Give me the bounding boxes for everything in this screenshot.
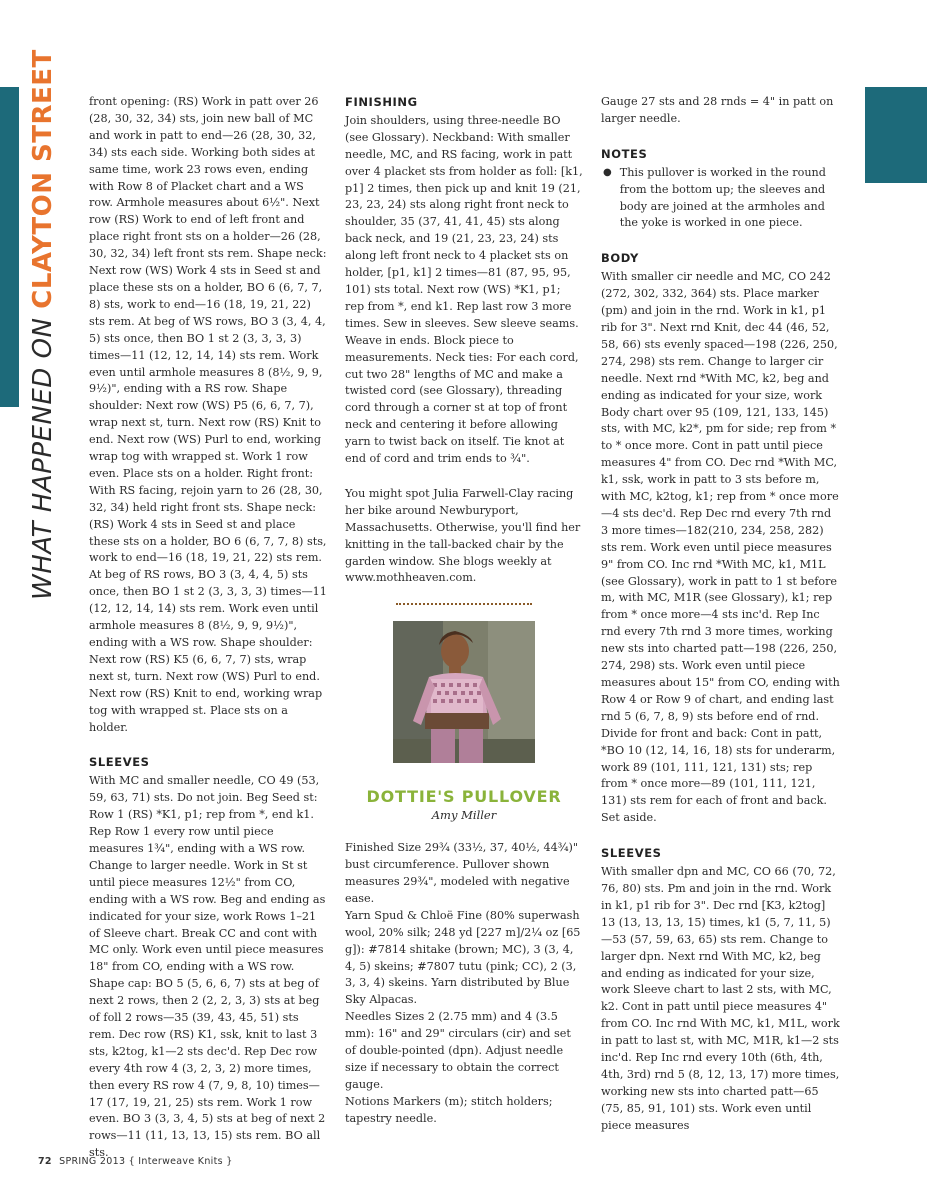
section-tab-right bbox=[865, 87, 927, 183]
page-footer bbox=[38, 1156, 233, 1167]
needles-paragraph: Needles Sizes 2 (2.75 mm) and 4 (3.5 mm): 16" and 29" circulars (cir) and set of double-pointed (dpn). Adjust needle size if necessary to obtain the correct gauge. bbox=[345, 1010, 571, 1091]
front-opening-paragraph: front opening: (RS) Work in patt over 26 (28, 30, 32, 34) sts, join new ball of MC and work in patt to end—26 (28, 30, 32, 34) sts each side. Working both sides at same time, work 23 rows even, ending with Row 8 of Placket chart and a WS row. Armhole measures about 6½". Next row (RS) Work to end of left front and place right front sts on a holder—26 (28, 30, 32, 34) left front sts rem. Shape neck: Next row (WS) Work 4 sts in Seed st and place these sts on a holder, BO 6 (6, 7, 7, 8) sts, work to end—16 (18, 19, 21, 22) sts rem. At beg of WS rows, BO 3 (3, 4, 4, 5) sts once, then BO 1 st 2 (3, 3, 3, 3) times—11 (12, 12, 14, 14) sts rem. Work even until armhole measures 8 (8½, 9, 9, 9½)", ending with a RS row. Shape shoulder: Next row (WS) P5 (6, 6, 7, 7), wrap next st, turn. Next row (RS) Knit to end. Next row (WS) Purl to end, working wrap tog with wrapped st. Work 1 row even. Place sts on a holder. Right front: With RS facing, rejoin yarn to 26 (28, 30, 32, 34) held right front sts. Shape neck: (RS) Work 4 sts in Seed st and place these sts on a holder, BO 6 (6, 7, 7, 8) sts, work to end—16 (18, 19, 21, 22) sts rem. At beg of RS rows, BO 3 (3, 4, 4, 5) sts once, then BO 1 st 2 (3, 3, 3, 3) times—11 (12, 12, 14, 14) sts rem. Work even until armhole measures 8 (8½, 9, 9, 9½)", ending with a WS row. Shape shoulder: Next row (RS) K5 (6, 6, 7, 7) sts, wrap next st, turn. Next row (WS) Purl to end. Next row (RS) Knit to end, working wrap tog with wrapped st. Place sts on a holder. bbox=[89, 95, 327, 734]
section-title-street: CLAYTON STREET bbox=[28, 49, 58, 309]
notions-paragraph: Notions Markers (m); stitch holders; tapestry needle. bbox=[345, 1094, 553, 1125]
note-item bbox=[601, 165, 840, 233]
column-2 bbox=[345, 94, 583, 1128]
finishing-heading: FINISHING bbox=[345, 95, 418, 109]
note-text: This pullover is worked in the round from the bottom up; the sleeves and body are joined at the armholes and the yoke is worked in one piece. bbox=[619, 165, 826, 230]
body-heading: BODY bbox=[601, 251, 639, 266]
designer-bio-paragraph: You might spot Julia Farwell-Clay racing her bike around Newburyport, Massachusetts. Otherwise, you'll find her knitting in the tall-backed chair by the garden window. She blogs weekly at www.mothheaven.com. bbox=[345, 486, 581, 585]
sleeves-paragraph-right: With smaller dpn and MC, CO 66 (70, 72, 76, 80) sts. Pm and join in the rnd. Work in k1, p1 rib for 3". Dec rnd [K3, k2tog] 13 (13, 13, 13, 15) times, k1 (5, 7, 11, 5)—53 (57, 59, 63, 65) sts rem. Change to larger dpn. Next rnd With MC, k2, beg and ending as indicated for your size, work Sleeve chart to last 2 sts, with MC, k2. Cont in patt until piece measures 4" from CO. Inc rnd With MC, k1, M1L, work in patt to last st, with MC, M1R, k1—2 sts inc'd. Rep Inc rnd every 10th (6th, 4th, 4th, 3rd) rnd 5 (8, 12, 13, 17) more times, working new sts into charted patt—65 (75, 85, 91, 101) sts. Work even until piece measures bbox=[601, 865, 840, 1132]
bullet-icon: ● bbox=[603, 166, 612, 178]
notes-heading: NOTES bbox=[601, 146, 648, 161]
sleeves-heading-left: SLEEVES bbox=[89, 755, 150, 770]
yarn-paragraph: Yarn Spud & Chloë Fine (80% superwash wool, 20% silk; 248 yd [227 m]/2¼ oz [65 g]): #7814 shitake (brown; MC), 3 (3, 4, 4, 5) skeins; #7807 tutu (pink; CC), 2 (3, 3, 3, 4) skeins. Yarn distributed by Blue Sky Alpacas. bbox=[345, 908, 581, 1007]
column-1 bbox=[89, 94, 327, 1162]
finishing-paragraph: Join shoulders, using three-needle BO (see Glossary). Neckband: With smaller needle, MC, and RS facing, work in patt over 4 placket sts from holder as foll: [k1, p1] 2 times, then pick up and knit 19 (21, 23, 23, 24) sts along right front neck to shoulder, 35 (37, 41, 41, 45) sts along back neck, and 19 (21, 23, 23, 24) sts along left front neck to 4 placket sts on holder, [p1, k1] 2 times—81 (87, 95, 95, 101) sts total. Next row (WS) *K1, p1; rep from *, end k1. Rep last row 3 more times. Sew in sleeves. Sew sleeve seams. Weave in ends. Block piece to measurements. Neck ties: For each cord, cut two 28" lengths of MC and make a twisted cord (see Glossary), threading cord through a corner st at top of front neck and centering it before allowing yarn to twist back on itself. Tie knot at end of cord and trim ends to ¾". bbox=[345, 113, 583, 466]
issue-label: SPRING 2013 bbox=[59, 1156, 126, 1167]
body-paragraph: With smaller cir needle and MC, CO 242 (272, 302, 332, 364) sts. Place marker (pm) and join in the rnd. Work in k1, p1 rib for 3". Next rnd Knit, dec 44 (46, 52, 58, 66) sts evenly spaced—198 (226, 250, 274, 298) sts rem. Change to larger cir needle. Next rnd *With MC, k2, beg and ending as indicated for your size, work Body chart over 95 (109, 121, 133, 145) sts, with MC, k2*, pm for side; rep from * to * once more. Cont in patt until piece measures 4" from CO. Dec rnd *With MC, k1, ssk, work in patt to 3 sts before m, with MC, k2tog, k1; rep from * once more—4 sts dec'd. Rep Dec rnd every 7th rnd 3 more times—182(210, 234, 258, 282) sts rem. Work even until piece measures 9" from CO. Inc rnd *With MC, k1, M1L (see Glossary), work in patt to 1 st before m, with MC, M1R (see Glossary), k1; rep from * once more—4 sts inc'd. Rep Inc rnd every 7th rnd 3 more times, working new sts into charted patt—198 (226, 250, 274, 298) sts. Work even until piece measures about 15" from CO, ending with Row 4 or Row 9 of chart, and ending last rnd 5 (6, 7, 8, 9) sts before end of rnd. Divide for front and back: Cont in patt, *BO 10 (12, 14, 16, 18) sts for underarm, work 89 (101, 111, 121, 131) sts; rep from * once more—89 (101, 111, 121, 131) sts rem for each of front and back. Set aside. bbox=[601, 270, 840, 825]
pullover-photo bbox=[393, 621, 535, 763]
section-tab-left bbox=[0, 87, 19, 407]
finished-size-paragraph: Finished Size 29¾ (33½, 37, 40½, 44¾)" bust circumference. Pullover shown measures 29¾", modeled with negative ease. bbox=[345, 841, 579, 905]
magazine-label: { Interweave Knits } bbox=[128, 1156, 233, 1167]
pattern-title: DOTTIE'S PULLOVER bbox=[366, 787, 562, 807]
section-title-vertical bbox=[28, 49, 58, 600]
page-number: 72 bbox=[38, 1156, 52, 1167]
designer-name: Amy Miller bbox=[431, 808, 497, 823]
dotted-divider bbox=[396, 603, 532, 605]
section-title-prefix: WHAT HAPPENED ON bbox=[28, 317, 58, 600]
gauge-paragraph: Gauge 27 sts and 28 rnds = 4" in patt on larger needle. bbox=[601, 95, 834, 125]
sleeves-paragraph-left: With MC and smaller needle, CO 49 (53, 59, 63, 71) sts. Do not join. Beg Seed st: Row 1 (RS) *K1, p1; rep from *, end k1. Rep Row 1 every row until piece measures 1¾", ending with a WS row. Change to larger needle. Work in St st until piece measures 12½" from CO, ending with a WS row. Beg and ending as indicated for your size, work Rows 1–21 of Sleeve chart. Break CC and cont with MC only. Work even until piece measures 18" from CO, ending with a WS row. Shape cap: BO 5 (5, 6, 6, 7) sts at beg of next 2 rows, then 2 (2, 2, 3, 3) sts at beg of foll 2 rows—35 (39, 43, 45, 51) sts rem. Dec row (RS) K1, ssk, knit to last 3 sts, k2tog, k1—2 sts dec'd. Rep Dec row every 4th row 4 (3, 2, 3, 2) more times, then every RS row 4 (7, 9, 8, 10) times—17 (17, 19, 21, 25) sts rem. Work 1 row even. BO 3 (3, 3, 4, 5) sts at beg of next 2 rows—11 (11, 13, 13, 15) sts rem. BO all sts. bbox=[89, 774, 326, 1160]
sleeves-heading-right: SLEEVES bbox=[601, 846, 662, 861]
column-3 bbox=[601, 94, 840, 1135]
